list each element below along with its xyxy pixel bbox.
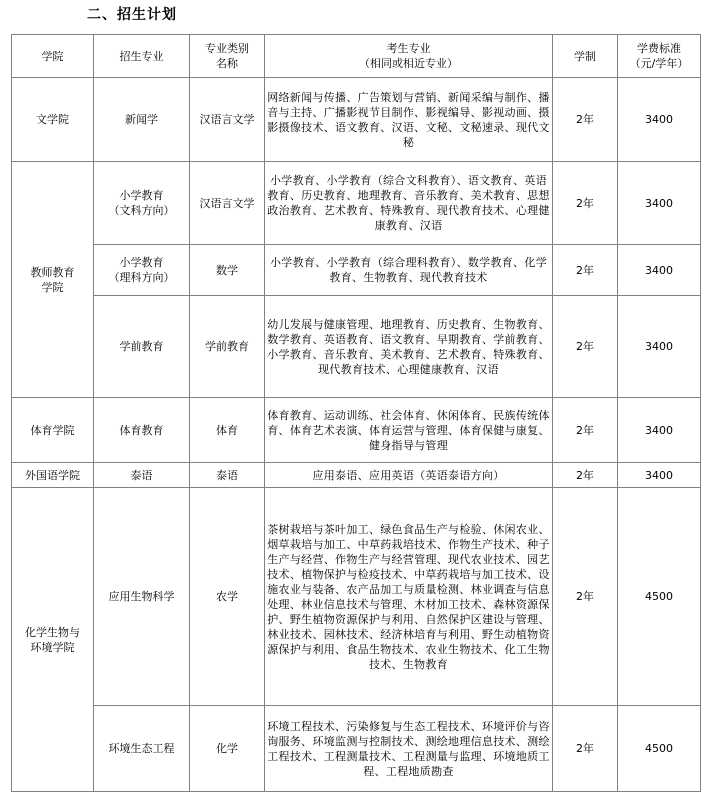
- college-cell: [12, 488, 94, 792]
- header-source-line2: （相同或相近专业）: [359, 57, 458, 70]
- college-line1: 化学生物与: [25, 625, 80, 639]
- major-line2: （理科方向）: [108, 271, 175, 284]
- source-majors-cell: 应用泰语、应用英语（英语泰语方向）: [265, 463, 553, 488]
- header-source-major: [265, 35, 553, 78]
- table-row: [12, 463, 701, 488]
- table-row: [12, 78, 701, 162]
- table-row: [12, 245, 701, 296]
- college-cell: 体育学院: [12, 398, 94, 463]
- duration-cell: 2年: [553, 488, 618, 706]
- header-category-line2: 名称: [216, 57, 238, 70]
- table-header-row: [12, 35, 701, 78]
- duration-cell: 2年: [553, 78, 618, 162]
- header-category-line1: 专业类别: [205, 42, 249, 55]
- source-majors-cell: 体育教育、运动训练、社会体育、休闲体育、民族传统体育、体育艺术表演、体育运营与管理、体育保健与康复、健身指导与管理: [265, 398, 553, 463]
- category-cell: 数学: [190, 245, 265, 296]
- table-row: [12, 706, 701, 792]
- header-fee-line1: 学费标准: [637, 42, 681, 55]
- category-cell: 农学: [190, 488, 265, 706]
- header-category: [190, 35, 265, 78]
- source-majors-cell: 幼儿发展与健康管理、地理教育、历史教育、生物教育、数学教育、英语教育、语文教育、早期教育、学前教育、小学教育、音乐教育、美术教育、艺术教育、特殊教育、现代教育技术、心理健康教育、汉语: [265, 296, 553, 398]
- header-source-line1: 考生专业: [386, 42, 431, 55]
- major-cell: 体育教育: [94, 398, 190, 463]
- source-majors-cell: 小学教育、小学教育（综合理科教育）、数学教育、化学教育、生物教育、现代教育技术: [265, 245, 553, 296]
- header-fee: [618, 35, 701, 78]
- header-major: 招生专业: [94, 35, 190, 78]
- college-line2: 环境学院: [30, 640, 75, 654]
- major-cell: [94, 162, 190, 245]
- section-heading: 二、招生计划: [87, 7, 177, 23]
- source-majors-cell: 环境工程技术、污染修复与生态工程技术、环境评价与咨询服务、环境监测与控制技术、测绘地理信息技术、测绘工程技术、工程测量技术、工程测量与监理、环境地质工程、工程地质勘查: [265, 706, 553, 792]
- fee-cell: 3400: [618, 398, 701, 463]
- major-line1: 小学教育: [119, 189, 164, 202]
- major-cell: 应用生物科学: [94, 488, 190, 706]
- college-cell: 文学院: [12, 78, 94, 162]
- major-line2: （文科方向）: [108, 204, 175, 217]
- duration-cell: 2年: [553, 398, 618, 463]
- header-college: 学院: [12, 35, 94, 78]
- major-cell: 环境生态工程: [94, 706, 190, 792]
- category-cell: 化学: [190, 706, 265, 792]
- category-cell: 体育: [190, 398, 265, 463]
- duration-cell: 2年: [553, 296, 618, 398]
- college-line2: 学院: [41, 280, 64, 294]
- table-row: [12, 488, 701, 706]
- major-cell: 泰语: [94, 463, 190, 488]
- category-cell: 泰语: [190, 463, 265, 488]
- duration-cell: 2年: [553, 162, 618, 245]
- major-cell: 新闻学: [94, 78, 190, 162]
- header-fee-line2: （元/学年）: [629, 57, 689, 70]
- category-cell: 学前教育: [190, 296, 265, 398]
- enrollment-plan-table: [11, 34, 701, 792]
- fee-cell: 3400: [618, 296, 701, 398]
- category-cell: 汉语言文学: [190, 162, 265, 245]
- source-majors-cell: 小学教育、小学教育（综合文科教育）、语文教育、英语教育、历史教育、地理教育、音乐教育、美术教育、思想政治教育、艺术教育、特殊教育、现代教育技术、心理健康教育、汉语: [265, 162, 553, 245]
- table-row: [12, 398, 701, 463]
- college-line1: 教师教育: [30, 265, 75, 279]
- source-majors-cell: 茶树栽培与茶叶加工、绿色食品生产与检验、休闲农业、烟草栽培与加工、中草药栽培技术、作物生产技术、种子生产与经营、作物生产与经营管理、现代农业技术、园艺技术、植物保护与检疫技术、中草药栽培与加工技术、设施农业与装备、农产品加工与质量检测、林业调查与信息处理、林业信息技术与管理、木材加工技术、森林资源保护、野生植物资源保护与利用、自然保护区建设与管理、林业技术、园林技术、经济林培育与利用、野生动植物资源保护与利用、食品生物技术、农业生物技术、化工生物技术、生物教育: [265, 488, 553, 706]
- major-cell: [94, 245, 190, 296]
- college-cell: 外国语学院: [12, 463, 94, 488]
- fee-cell: 3400: [618, 245, 701, 296]
- college-cell: [12, 162, 94, 398]
- fee-cell: 3400: [618, 162, 701, 245]
- duration-cell: 2年: [553, 463, 618, 488]
- table-row: [12, 162, 701, 245]
- table-row: [12, 296, 701, 398]
- duration-cell: 2年: [553, 245, 618, 296]
- fee-cell: 4500: [618, 488, 701, 706]
- fee-cell: 4500: [618, 706, 701, 792]
- fee-cell: 3400: [618, 78, 701, 162]
- major-line1: 小学教育: [119, 256, 164, 269]
- major-cell: 学前教育: [94, 296, 190, 398]
- header-duration: 学制: [553, 35, 618, 78]
- source-majors-cell: 网络新闻与传播、广告策划与营销、新闻采编与制作、播音与主持、广播影视节目制作、影视编导、影视动画、摄影摄像技术、语文教育、汉语、文秘、文秘速录、现代文秘: [265, 78, 553, 162]
- duration-cell: 2年: [553, 706, 618, 792]
- fee-cell: 3400: [618, 463, 701, 488]
- category-cell: 汉语言文学: [190, 78, 265, 162]
